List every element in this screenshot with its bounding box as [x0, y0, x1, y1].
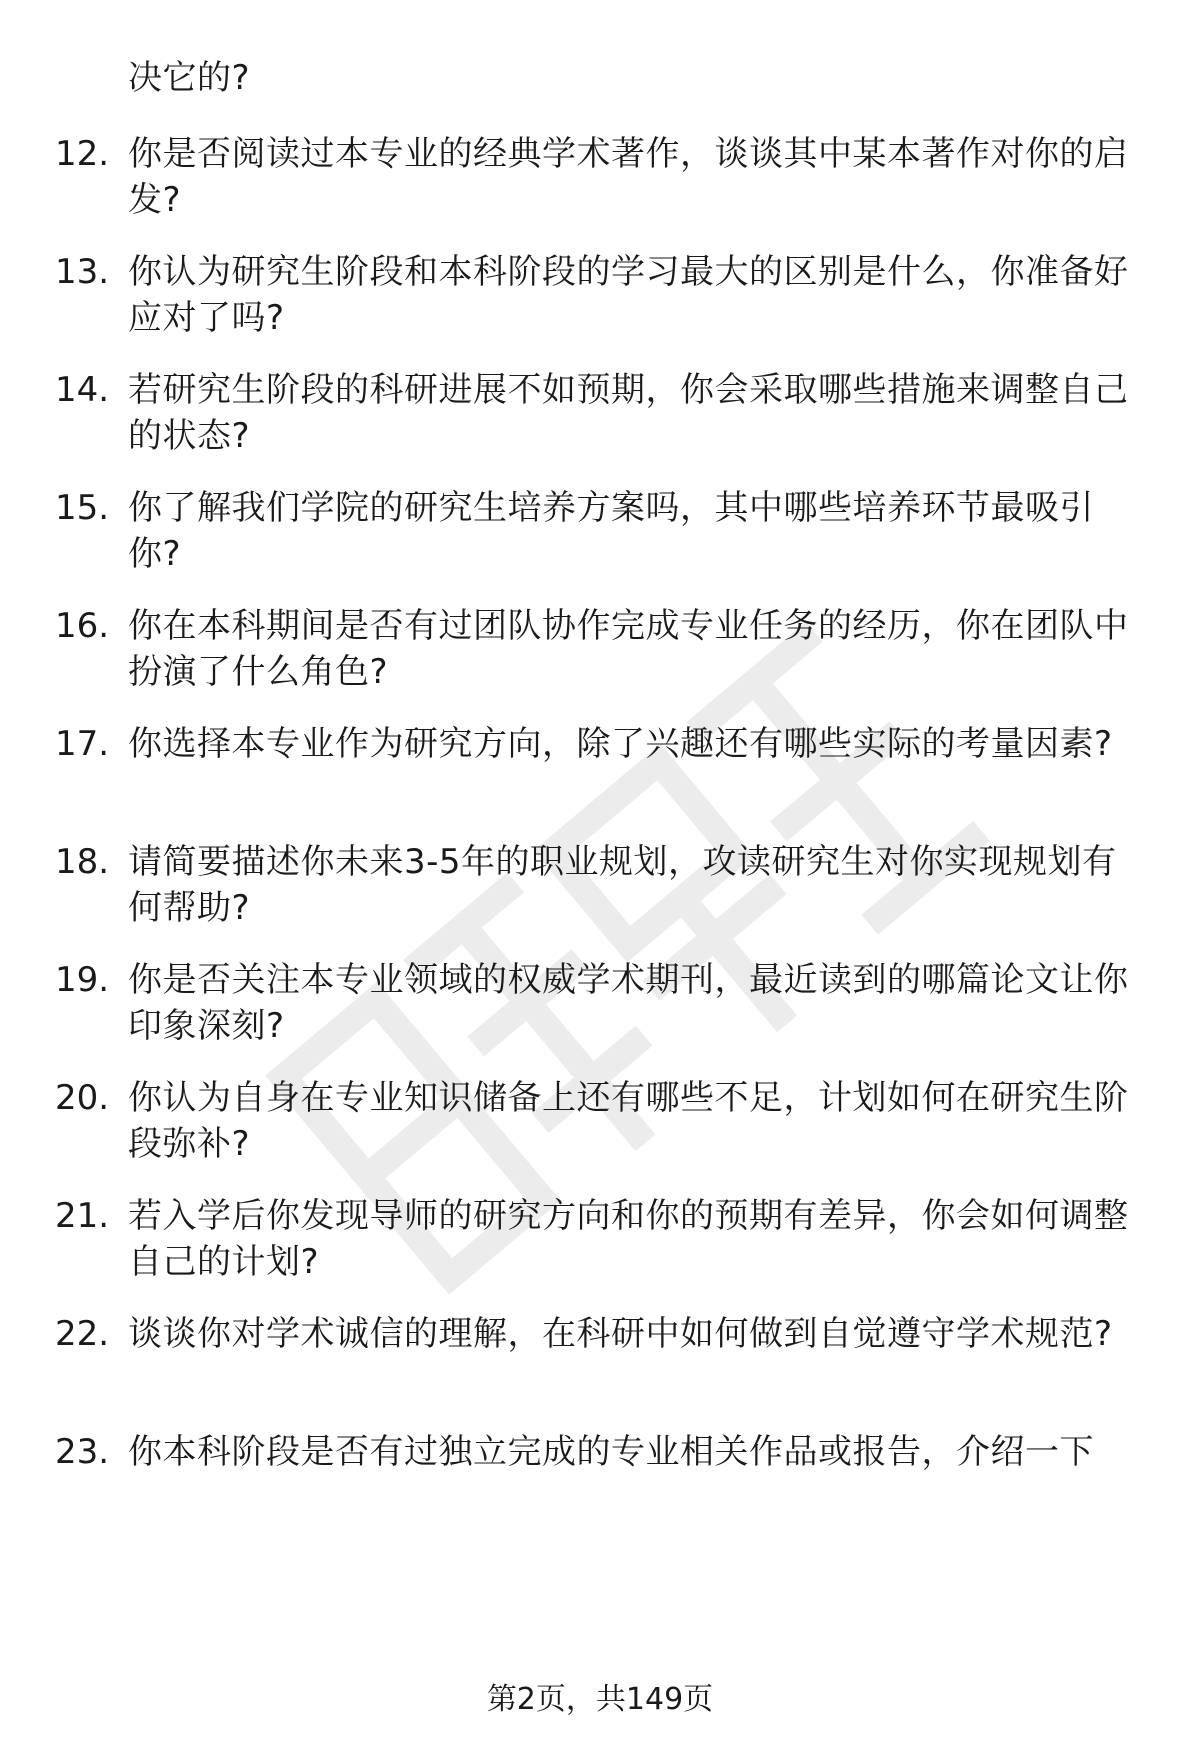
question-number: 21. — [55, 1196, 110, 1236]
question-number: 16. — [55, 606, 110, 646]
question-text: 若研究生阶段的科研进展不如预期，你会采取哪些措施来调整自己的状态? — [128, 370, 1129, 456]
question-text: 你是否阅读过本专业的经典学术著作，谈谈其中某本著作对你的启发? — [128, 134, 1129, 220]
question-number: 22. — [55, 1314, 110, 1354]
question-text: 若入学后你发现导师的研究方向和你的预期有差异，你会如何调整自己的计划? — [128, 1196, 1129, 1282]
question-number: 17. — [55, 724, 110, 764]
question-number: 14. — [55, 370, 110, 410]
question-text: 你了解我们学院的研究生培养方案吗，其中哪些培养环节最吸引你? — [128, 488, 1094, 574]
question-text: 你认为自身在专业知识储备上还有哪些不足，计划如何在研究生阶段弥补? — [128, 1078, 1129, 1164]
question-text: 请简要描述你未来3-5年的职业规划，攻读研究生对你实现规划有何帮助? — [128, 842, 1117, 928]
page-number-footer: 第2页，共149页 — [486, 1682, 714, 1717]
question-text: 谈谈你对学术诚信的理解，在科研中如何做到自觉遵守学术规范? — [128, 1314, 1113, 1354]
question-text: 你在本科期间是否有过团队协作完成专业任务的经历，你在团队中扮演了什么角色? — [128, 606, 1129, 692]
question-number: 13. — [55, 252, 110, 292]
question-continuation: 决它的? — [128, 58, 251, 98]
question-text: 你认为研究生阶段和本科阶段的学习最大的区别是什么，你准备好应对了吗? — [128, 252, 1129, 338]
question-number: 19. — [55, 960, 110, 1000]
question-number: 18. — [55, 842, 110, 882]
question-number: 15. — [55, 488, 110, 528]
question-text: 你是否关注本专业领域的权威学术期刊，最近读到的哪篇论文让你印象深刻? — [128, 960, 1129, 1046]
question-number: 23. — [55, 1432, 110, 1472]
question-number: 20. — [55, 1078, 110, 1118]
question-number: 12. — [55, 134, 110, 174]
question-text: 你选择本专业作为研究方向，除了兴趣还有哪些实际的考量因素? — [128, 724, 1113, 764]
question-text: 你本科阶段是否有过独立完成的专业相关作品或报告，介绍一下 — [128, 1432, 1094, 1472]
